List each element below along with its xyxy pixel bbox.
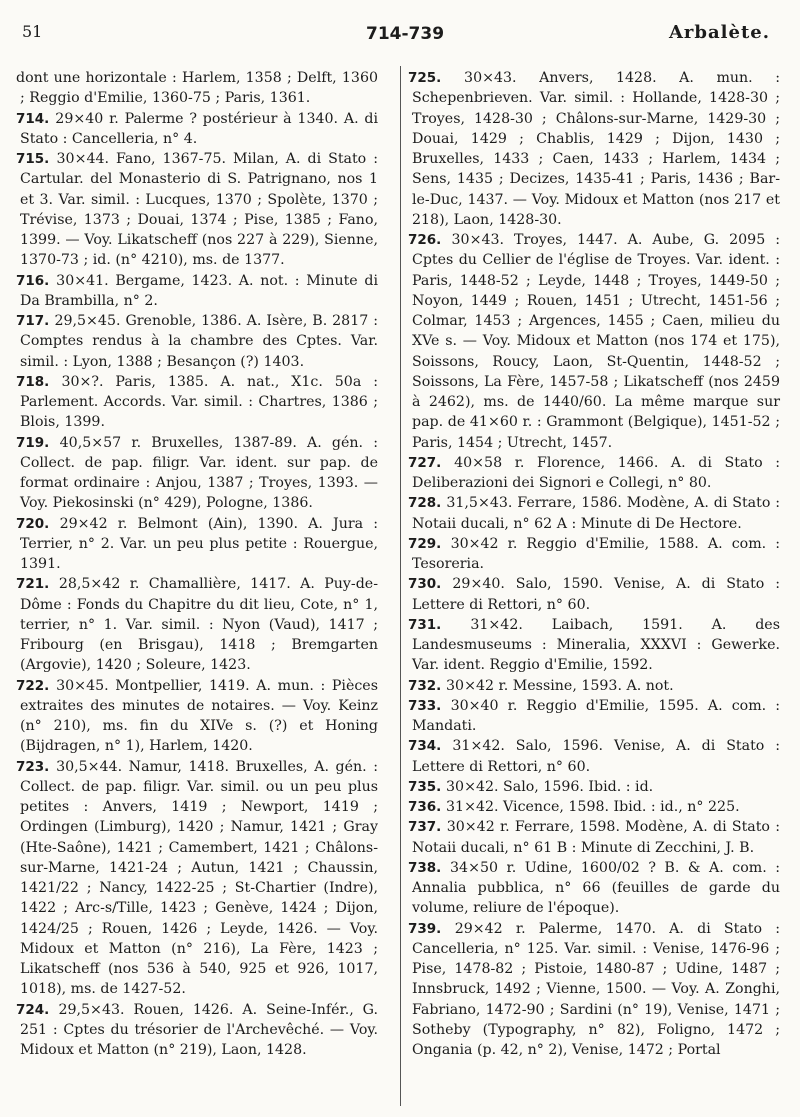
catalog-entry (408, 453, 781, 494)
right-column (408, 68, 781, 1060)
entry-number: 721. (16, 576, 59, 593)
entry-number: 729. (408, 535, 451, 552)
catalog-entry (16, 1000, 379, 1061)
entry-text: 31×42. Vicence, 1598. Ibid. : id., n° 225. (446, 799, 740, 815)
entry-text: dont une horizontale : Harlem, 1358 ; Delft, 1360 ; Reggio d'Emilie, 1360-75 ; Paris, 1361. (16, 70, 378, 107)
page-number: 51 (22, 22, 43, 41)
entry-text: 30,5×44. Namur, 1418. Bruxelles, A. gén. : Collect. de pap. filigr. Var. simil. ou un peu plus petites : Anvers, 1419 ; Newport, 1419 ; Ordingen (Limburg), 1420 ; Namur, 1421 ; Gray (Hte-Saône), 1421 ; Camembert, 1421 ; Châlons-sur-Marne, 1421-24 ; Autun, 1421 ; Chaussin, 1421/22 ; Nancy, 1422-25 ; St-Chartier (Indre), 1422 ; Arc-s/Tille, 1423 ; Genève, 1424 ; Dijon, 1424/25 ; Rouen, 1426 ; Leyde, 1426. — Voy. Midoux et Matton (n° 216), La Fère, 1423 ; Likatscheff (nos 536 à 540, 925 et 926, 1017, 1018), ms. de 1427-52. (20, 758, 379, 998)
entry-number: 724. (16, 1001, 59, 1018)
entry-number: 734. (408, 738, 453, 755)
catalog-entry (408, 615, 780, 676)
entry-text: 34×50 r. Udine, 1600/02 ? B. & A. com. : Annalia pubblica, n° 66 (feuilles de garde du volume, reliure de l'époque). (412, 859, 781, 917)
entry-text: 30×44. Fano, 1367-75. Milan, A. di Stato : Cartular. del Monasterio di S. Patrignano, nos 1 et 3. Var. simil. : Lucques, 1370 ; Spolète, 1370 ; Trévise, 1373 ; Douai, 1374 ; Pise, 1385 ; Fano, 1399. — Voy. Likatscheff (nos 227 à 229), Sienne, 1370-73 ; id. (n° 4210), ms. de 1377. (20, 151, 379, 269)
left-column (16, 68, 379, 1060)
catalog-entry (16, 271, 378, 312)
page-header (0, 0, 800, 62)
entry-number: 736. (408, 799, 447, 815)
entry-number: 730. (408, 576, 453, 593)
entry-text: 30×?. Paris, 1385. A. nat., X1c. 50a : Parlement. Accords. Var. simil. : Chartres, 1386 ; Blois, 1399. (20, 373, 379, 431)
catalog-entry (408, 777, 780, 797)
entry-number: 727. (408, 454, 455, 471)
entry-text: 40,5×57 r. Bruxelles, 1387-89. A. gén. : Collect. de pap. filigr. Var. ident. sur pap. de format ordinaire : Anjou, 1387 ; Troyes, 1393. — Voy. Piekosinski (n° 429), Pologne, 1386. (20, 434, 378, 512)
catalog-entry (408, 493, 781, 534)
entry-text: 30×42 r. Ferrare, 1598. Modène, A. di Stato : Notaii ducali, n° 61 B : Minute di Zecchini, J. B. (412, 819, 780, 856)
catalog-entry (408, 68, 780, 230)
entry-text: 30×42 r. Reggio d'Emilie, 1588. A. com. : Tesoreria. (412, 535, 781, 572)
entry-number: 728. (408, 495, 447, 512)
catalog-entry (16, 676, 378, 757)
entry-number: 718. (16, 373, 62, 390)
entry-number: 739. (408, 920, 455, 937)
entry-text: 29,5×43. Rouen, 1426. A. Seine-Infér., G. 251 : Cptes du trésorier de l'Archevêché. — Voy. Midoux et Matton (n° 219), Laon, 1428. (20, 1001, 379, 1058)
entry-text: 29×42 r. Belmont (Ain), 1390. A. Jura : Terrier, n° 2. Var. un peu plus petite : Rouergue, 1391. (20, 515, 378, 572)
entry-number: 716. (16, 272, 57, 289)
entry-text: 30×42. Salo, 1596. Ibid. : id. (446, 778, 654, 795)
entry-range: 714-739 (366, 24, 445, 44)
entry-number: 722. (16, 677, 57, 694)
entry-number: 720. (16, 515, 60, 532)
catalog-entry (408, 230, 781, 453)
entry-number: 723. (16, 758, 57, 775)
catalog-entry (16, 433, 378, 514)
catalog-entry (16, 757, 379, 1000)
catalog-entry (16, 68, 378, 109)
catalog-entry (408, 534, 781, 575)
catalog-entry (16, 311, 378, 372)
entry-number: 738. (408, 859, 451, 876)
entry-text: 31,5×43. Ferrare, 1586. Modène, A. di Stato : Notaii ducali, n° 62 A : Minute di De Hectore. (412, 495, 781, 532)
entry-number: 719. (16, 434, 60, 451)
entry-number: 725. (408, 70, 465, 86)
section-title: Arbalète. (668, 22, 770, 43)
entry-number: 732. (408, 677, 447, 694)
entry-text: 30×45. Montpellier, 1419. A. mun. : Pièces extraites des minutes de notaires. — Voy. Keinz (n° 210), ms. fin du XIVe s. (?) et Honing (Bijdragen, n° 1), Harlem, 1420. (20, 677, 378, 755)
entry-number: 735. (408, 778, 447, 795)
catalog-entry (408, 858, 781, 919)
entry-text: 31×42. Salo, 1596. Venise, A. di Stato : Lettere di Rettori, n° 60. (412, 738, 780, 775)
entry-number: 733. (408, 697, 451, 714)
entry-number: 731. (408, 616, 471, 633)
entry-text: 30×40 r. Reggio d'Emilie, 1595. A. com. : Mandati. (412, 697, 781, 734)
catalog-entry (16, 514, 378, 575)
entry-number: 715. (16, 151, 57, 167)
entry-text: 29×40 r. Palerme ? postérieur à 1340. A. di Stato : Cancelleria, n° 4. (20, 110, 378, 147)
entry-text: 28,5×42 r. Chamallière, 1417. A. Puy-de-Dôme : Fonds du Chapitre du dit lieu, Cote, n° 1, terrier, n° 1. Var. simil. : Nyon (Vaud), 1417 ; Fribourg (en Brisgau), 1418 ; Bremgarten (Argovie), 1420 ; Soleure, 1423. (20, 576, 378, 674)
entry-text: 30×41. Bergame, 1423. A. not. : Minute di Da Brambilla, n° 2. (20, 272, 378, 309)
entry-text: 29×40. Salo, 1590. Venise, A. di Stato : Lettere di Rettori, n° 60. (412, 576, 780, 613)
entry-text: 29,5×45. Grenoble, 1386. A. Isère, B. 2817 : Comptes rendus à la chambre des Cptes. Var. simil. : Lyon, 1388 ; Besançon (?) 1403. (20, 313, 378, 370)
entry-text: 31×42. Laibach, 1591. A. des Landesmuseums : Mineralia, XXXVI : Gewerke. Var. ident. Reggio d'Emilie, 1592. (412, 616, 780, 674)
entry-text: 30×43. Troyes, 1447. A. Aube, G. 2095 : Cptes du Cellier de l'église de Troyes. Var. ident. : Paris, 1448-52 ; Leyde, 1448 ; Troyes, 1449-50 ; Noyon, 1449 ; Rouen, 1451 ; Utrecht, 1451-56 ; Colmar, 1453 ; Argences, 1455 ; Caen, milieu du XVe s. — Voy. Midoux et Matton (nos 174 et 175), Soissons, Roucy, Laon, St-Quentin, 1448-52 ; Soissons, La Fère, 1457-58 ; Likatscheff (nos 2459 à 2462), ms. de 1440/60. La même marque sur pap. de 41×60 r. : Grammont (Belgique), 1451-52 ; Paris, 1454 ; Utrecht, 1457. (412, 232, 781, 451)
column-divider (400, 66, 401, 1106)
entry-number: 714. (16, 110, 56, 127)
catalog-entry (408, 817, 780, 858)
entry-number: 717. (16, 313, 55, 329)
entry-text: 30×42 r. Messine, 1593. A. not. (446, 677, 674, 694)
catalog-entry (408, 797, 780, 817)
catalog-entry (408, 919, 780, 1061)
catalog-entry (16, 109, 378, 150)
catalog-entry (16, 149, 379, 271)
catalog-entry (16, 574, 378, 675)
entry-number: 737. (408, 819, 447, 836)
catalog-entry (408, 736, 780, 777)
catalog-entry (408, 574, 780, 615)
catalog-entry (16, 372, 379, 433)
entry-text: 29×42 r. Palerme, 1470. A. di Stato : Cancelleria, n° 125. Var. simil. : Venise, 1476-96 ; Pise, 1478-82 ; Pistoie, 1480-87 ; Udine, 1487 ; Innsbruck, 1492 ; Vienne, 1500. — Voy. A. Zonghi, Fabriano, 1472-90 ; Sardini (n° 19), Venise, 1471 ; Sotheby (Typography, n° 82), Foligno, 1472 ; Ongania (p. 42, n° 2), Venise, 1472 ; Portal (412, 920, 780, 1058)
catalog-entry (408, 696, 781, 737)
entry-text: 30×43. Anvers, 1428. A. mun. : Schepenbrieven. Var. simil. : Hollande, 1428-30 ; Troyes, 1428-30 ; Châlons-sur-Marne, 1429-30 ; Douai, 1429 ; Chablis, 1429 ; Dijon, 1430 ; Bruxelles, 1433 ; Caen, 1433 ; Harlem, 1434 ; Sens, 1435 ; Decizes, 1435-41 ; Paris, 1436 ; Bar-le-Duc, 1437. — Voy. Midoux et Matton (nos 217 et 218), Laon, 1428-30. (412, 70, 780, 228)
entry-text: 40×58 r. Florence, 1466. A. di Stato : Deliberazioni dei Signori e Collegi, n° 80. (412, 454, 781, 491)
catalog-entry (408, 676, 780, 696)
entry-number: 726. (408, 232, 452, 248)
